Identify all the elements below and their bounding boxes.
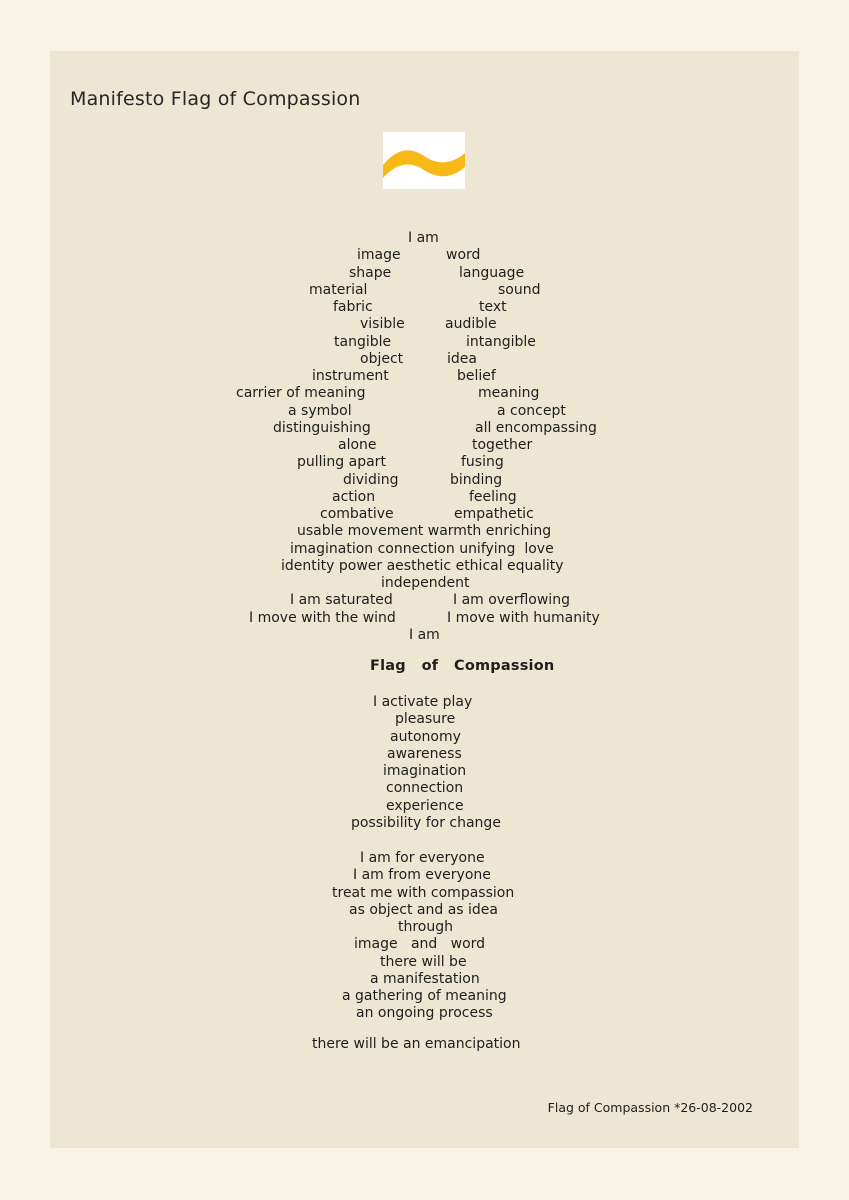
poem-segment: material (309, 281, 368, 298)
poem-segment: there will be (380, 953, 467, 970)
poem-segment: through (398, 919, 454, 935)
poem-segment: I am saturated (290, 592, 393, 609)
poem-line (0, 541, 849, 558)
poem-line (0, 1036, 849, 1053)
poem-line (0, 936, 849, 953)
poem-segment: combative (320, 506, 394, 522)
poem-line (0, 850, 849, 867)
poem-segment: all encompassing (475, 419, 597, 436)
poem-segment: a concept (497, 402, 566, 419)
poem-segment: image and word (354, 936, 486, 953)
poem-segment: empathetic (454, 506, 534, 522)
poem-line (0, 575, 849, 592)
poem-segment: identity power aesthetic ethical equality (281, 557, 564, 574)
poem-line (0, 592, 849, 609)
poem-segment: I am from everyone (353, 867, 491, 884)
poem-segment: word (446, 247, 481, 264)
poem-line (0, 558, 849, 575)
poem-line (0, 729, 849, 746)
poem-line (0, 610, 849, 627)
poem-line (0, 658, 849, 675)
poem-segment: a symbol (288, 402, 352, 419)
poem-segment: imagination (383, 763, 467, 779)
poem-segment: visible (360, 316, 405, 333)
poem-segment: I am (409, 626, 440, 643)
poem-segment: shape (349, 264, 392, 281)
poem-segment: object (360, 350, 404, 367)
poem-segment: I activate play (373, 694, 473, 710)
poem-segment: a gathering of meaning (342, 988, 507, 1004)
poem-line (0, 815, 849, 832)
poem-segment: belief (457, 368, 496, 384)
poem-line (0, 403, 849, 420)
poem-line (0, 902, 849, 919)
poem-line (0, 1005, 849, 1022)
poem-segment: experience (386, 797, 464, 814)
poem-segment: a manifestation (370, 970, 480, 987)
poem-segment: I move with the wind (249, 609, 396, 626)
poem-segment: distinguishing (273, 419, 371, 436)
poem-line (0, 506, 849, 523)
poem-line (0, 867, 849, 884)
poem-segment: sound (498, 281, 541, 298)
poem-segment: feeling (469, 488, 517, 505)
poem-line (0, 385, 849, 402)
poem-line (0, 316, 849, 333)
poem-segment: pleasure (395, 711, 456, 728)
poem-segment: language (459, 264, 525, 281)
poem-line (0, 798, 849, 815)
poem-segment: an ongoing process (356, 1005, 493, 1022)
poem-segment: carrier of meaning (236, 385, 366, 402)
poem-line (0, 472, 849, 489)
poem-segment: audible (445, 316, 497, 333)
poem-line (0, 489, 849, 506)
poem-segment: I move with humanity (447, 609, 600, 626)
poem-line (0, 454, 849, 471)
poem-segment: alone (338, 437, 377, 453)
poem-line (0, 368, 849, 385)
poem-line (0, 919, 849, 936)
poem-segment: together (472, 437, 533, 453)
poem-segment: instrument (312, 368, 389, 384)
poem-line (0, 247, 849, 264)
poem-line (0, 334, 849, 351)
poem-segment: awareness (387, 745, 462, 762)
poem-segment: I am overflowing (453, 592, 570, 609)
poem-segment: tangible (334, 333, 392, 350)
poem-line (0, 523, 849, 540)
poem-segment: treat me with compassion (332, 884, 515, 901)
poem-segment: autonomy (390, 728, 461, 745)
poem-segment: meaning (478, 385, 540, 402)
poem-line (0, 420, 849, 437)
poem-line (0, 437, 849, 454)
poem-segment: idea (447, 350, 477, 367)
poem-line (0, 282, 849, 299)
poem-line (0, 780, 849, 797)
poem-line (0, 230, 849, 247)
poem-line (0, 988, 849, 1005)
poem-segment: possibility for change (351, 814, 501, 831)
poem-segment: there will be an emancipation (312, 1036, 521, 1052)
poem-segment: Flag of Compassion (370, 658, 555, 674)
poem-line (0, 746, 849, 763)
poem-line (0, 971, 849, 988)
poem-segment: binding (450, 471, 503, 488)
poem-line (0, 711, 849, 728)
poem-segment: connection (386, 780, 464, 797)
page-title: Manifesto Flag of Compassion (70, 88, 361, 110)
poem-line (0, 265, 849, 282)
poem-line (0, 351, 849, 368)
poem-segment: action (332, 488, 376, 505)
poem-segment: image (357, 247, 401, 264)
poem-segment: fusing (461, 454, 504, 471)
footer-credit: Flag of Compassion *26-08-2002 (547, 1100, 753, 1115)
poem-segment: independent (381, 575, 470, 591)
poem-segment: as object and as idea (349, 901, 498, 918)
poem-segment: text (479, 299, 507, 315)
poem-segment: dividing (343, 471, 399, 488)
poem-line (0, 763, 849, 780)
poem-line (0, 954, 849, 971)
poem-segment: I am (408, 230, 439, 246)
poem-segment: usable movement warmth enriching (297, 523, 552, 540)
poem-segment: imagination connection unifying love (290, 540, 554, 557)
poem-line (0, 885, 849, 902)
poem-line (0, 299, 849, 316)
poem-line (0, 694, 849, 711)
poem-segment: intangible (466, 333, 536, 350)
poem-segment: pulling apart (297, 454, 386, 471)
poem-segment: fabric (333, 299, 373, 315)
poem-segment: I am for everyone (360, 850, 485, 866)
poem-line (0, 627, 849, 644)
